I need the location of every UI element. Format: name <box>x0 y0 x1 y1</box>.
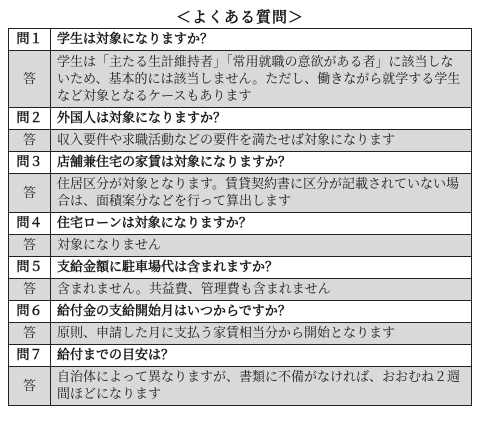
question-label: 問５ <box>9 257 51 279</box>
question-label: 問６ <box>9 301 51 323</box>
answer-label: 答 <box>9 367 51 406</box>
faq-table <box>8 28 472 406</box>
answer-row-6 <box>9 323 472 345</box>
question-row-7 <box>9 345 472 367</box>
answer-label: 答 <box>9 235 51 257</box>
answer-row-4 <box>9 235 472 257</box>
answer-row-1 <box>9 51 472 108</box>
answer-label: 答 <box>9 174 51 213</box>
answer-text: 学生は「主たる生計維持者」「常用就職の意欲がある者」に該当しないため、基本的には該当しません。ただし、働きながら就学する学生など対象となるケースもあります <box>51 51 472 108</box>
answer-text: 住居区分が対象となります。賃貸契約書に区分が記載されていない場合は、面積案分などを行って算出します <box>51 174 472 213</box>
answer-text: 原則、申請した月に支払う家賃相当分から開始となります <box>51 323 472 345</box>
answer-row-7 <box>9 367 472 406</box>
question-text: 外国人は対象になりますか？ <box>51 108 472 130</box>
question-text: 給付までの目安は？ <box>51 345 472 367</box>
question-label: 問４ <box>9 213 51 235</box>
faq-title: ＜よくある質問＞ <box>175 8 304 26</box>
question-text: 住宅ローンは対象になりますか？ <box>51 213 472 235</box>
answer-label: 答 <box>9 51 51 108</box>
answer-text: 対象になりません <box>51 235 472 257</box>
question-row-5 <box>9 257 472 279</box>
answer-label: 答 <box>9 323 51 345</box>
question-label: 問１ <box>9 29 51 51</box>
answer-label: 答 <box>9 279 51 301</box>
question-text: 学生は対象になりますか？ <box>51 29 472 51</box>
question-row-6 <box>9 301 472 323</box>
question-label: 問３ <box>9 152 51 174</box>
question-text: 店舗兼住宅の家賃は対象になりますか？ <box>51 152 472 174</box>
question-row-4 <box>9 213 472 235</box>
question-text: 給付金の支給開始月はいつからですか？ <box>51 301 472 323</box>
question-text: 支給金額に駐車場代は含まれますか？ <box>51 257 472 279</box>
question-row-3 <box>9 152 472 174</box>
question-label: 問７ <box>9 345 51 367</box>
answer-text: 収入要件や求職活動などの要件を満たせば対象になります <box>51 130 472 152</box>
question-row-2 <box>9 108 472 130</box>
answer-row-3 <box>9 174 472 213</box>
answer-label: 答 <box>9 130 51 152</box>
answer-text: 自治体によって異なりますが、書類に不備がなければ、おおむね２週間ほどになります <box>51 367 472 406</box>
answer-row-5 <box>9 279 472 301</box>
answer-text: 含まれません。共益費、管理費も含まれません <box>51 279 472 301</box>
question-label: 問２ <box>9 108 51 130</box>
answer-row-2 <box>9 130 472 152</box>
question-row-1 <box>9 29 472 51</box>
